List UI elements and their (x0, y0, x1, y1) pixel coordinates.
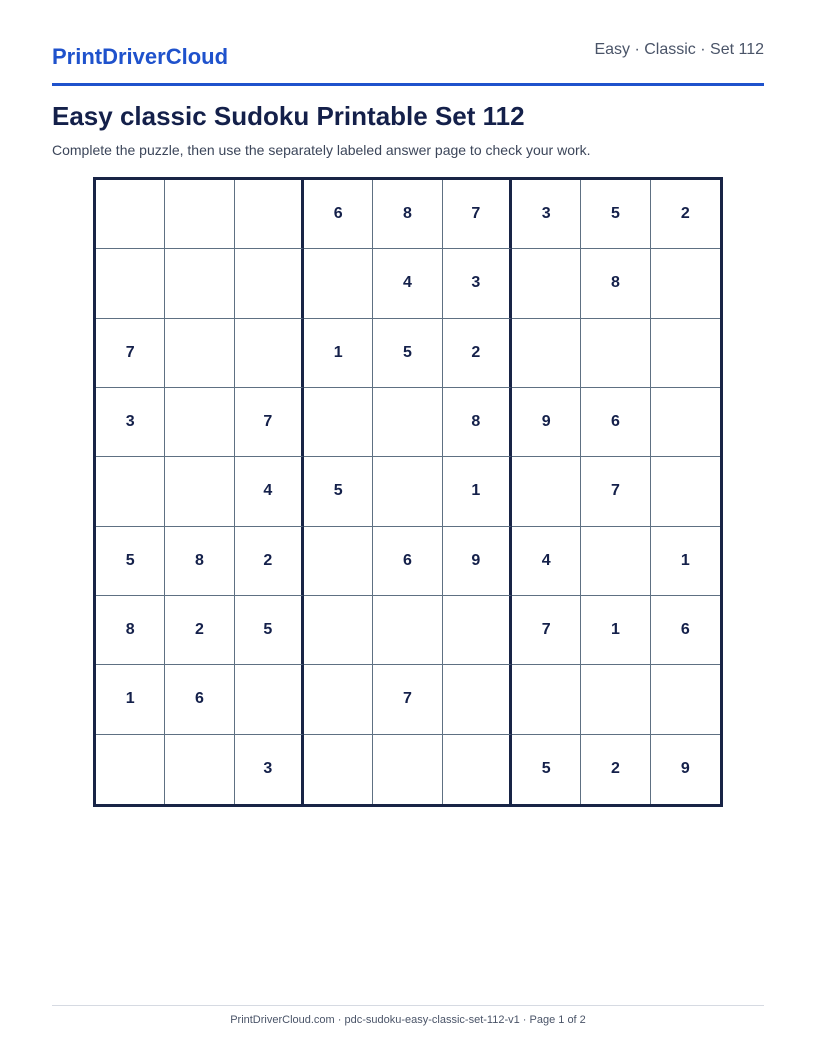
sudoku-cell: 9 (512, 388, 581, 457)
sudoku-cell: 4 (373, 249, 442, 318)
sudoku-cell: 4 (235, 457, 304, 526)
sudoku-cell: 7 (512, 596, 581, 665)
sudoku-cell: 2 (165, 596, 234, 665)
sudoku-cell (373, 596, 442, 665)
sudoku-cell: 6 (304, 180, 373, 249)
sudoku-cell (443, 735, 512, 804)
sudoku-cell: 6 (581, 388, 650, 457)
sudoku-cell: 6 (651, 596, 720, 665)
sudoku-cell (512, 249, 581, 318)
sudoku-cell (373, 735, 442, 804)
sudoku-cell (651, 665, 720, 734)
sudoku-cell: 8 (581, 249, 650, 318)
sudoku-cell (581, 319, 650, 388)
sudoku-cell (96, 180, 165, 249)
sudoku-cell (165, 735, 234, 804)
sudoku-cell: 1 (651, 527, 720, 596)
sudoku-cell (304, 735, 373, 804)
sudoku-cell: 5 (373, 319, 442, 388)
sudoku-cell (165, 249, 234, 318)
sudoku-cell: 6 (165, 665, 234, 734)
sudoku-cell: 2 (651, 180, 720, 249)
sudoku-cell (443, 596, 512, 665)
sudoku-cell: 2 (581, 735, 650, 804)
sudoku-cell (235, 249, 304, 318)
sudoku-cell: 2 (443, 319, 512, 388)
sudoku-cell: 9 (443, 527, 512, 596)
sudoku-cell: 7 (443, 180, 512, 249)
sudoku-cell: 6 (373, 527, 442, 596)
sudoku-cell: 5 (581, 180, 650, 249)
sudoku-cell (304, 388, 373, 457)
sudoku-cell: 1 (443, 457, 512, 526)
page-subtitle: Complete the puzzle, then use the separately labeled answer page to check your work. (52, 142, 591, 158)
sudoku-cell: 1 (96, 665, 165, 734)
sudoku-cell: 3 (443, 249, 512, 318)
sudoku-cell: 3 (235, 735, 304, 804)
sudoku-cell: 5 (512, 735, 581, 804)
puzzle-meta: Easy · Classic · Set 112 (594, 41, 764, 58)
sudoku-cell: 7 (373, 665, 442, 734)
sudoku-cell: 5 (235, 596, 304, 665)
sudoku-cell: 8 (443, 388, 512, 457)
sudoku-cell (235, 319, 304, 388)
sudoku-cell (443, 665, 512, 734)
sudoku-cell: 1 (304, 319, 373, 388)
sudoku-cell (651, 249, 720, 318)
sudoku-cell (512, 665, 581, 734)
sudoku-cell (581, 527, 650, 596)
sudoku-cell (304, 527, 373, 596)
sudoku-cell: 9 (680, 760, 690, 778)
sudoku-cell (165, 319, 234, 388)
sudoku-cell (581, 665, 650, 734)
sudoku-cell: 2 (235, 527, 304, 596)
sudoku-cell (235, 665, 304, 734)
sudoku-cell: 8 (165, 527, 234, 596)
sudoku-cell (512, 319, 581, 388)
sudoku-cell (165, 180, 234, 249)
sudoku-cell (651, 388, 720, 457)
sudoku-cell: 5 (96, 527, 165, 596)
sudoku-cell: 3 (512, 180, 581, 249)
footer-divider (52, 1005, 764, 1006)
sudoku-cell (96, 735, 165, 804)
sudoku-cell (304, 249, 373, 318)
sudoku-cell (304, 665, 373, 734)
sudoku-cell: 7 (581, 457, 650, 526)
sudoku-cell (96, 249, 165, 318)
sudoku-cell (651, 457, 720, 526)
sudoku-cell (373, 457, 442, 526)
sudoku-cell: 8 (373, 180, 442, 249)
sudoku-cell (304, 596, 373, 665)
sudoku-cell: 7 (235, 388, 304, 457)
page-footer: PrintDriverCloud.com · pdc-sudoku-easy-classic-set-112-v1 · Page 1 of 2 (230, 1014, 586, 1026)
sudoku-cell (165, 388, 234, 457)
sudoku-cell (96, 457, 165, 526)
sudoku-cell (651, 319, 720, 388)
sudoku-cell: 7 (96, 319, 165, 388)
sudoku-grid (93, 177, 723, 807)
sudoku-cell (165, 457, 234, 526)
sudoku-cell (373, 388, 442, 457)
sudoku-cell (235, 180, 304, 249)
header-divider (52, 83, 764, 86)
sudoku-cell: 5 (304, 457, 373, 526)
page-title: Easy classic Sudoku Printable Set 112 (52, 101, 525, 131)
sudoku-cell: 1 (581, 596, 650, 665)
sudoku-cell (512, 457, 581, 526)
sudoku-cell: 3 (96, 388, 165, 457)
sudoku-cell: 4 (512, 527, 581, 596)
sudoku-cell: 8 (96, 596, 165, 665)
brand-logo: PrintDriverCloud (52, 44, 229, 69)
